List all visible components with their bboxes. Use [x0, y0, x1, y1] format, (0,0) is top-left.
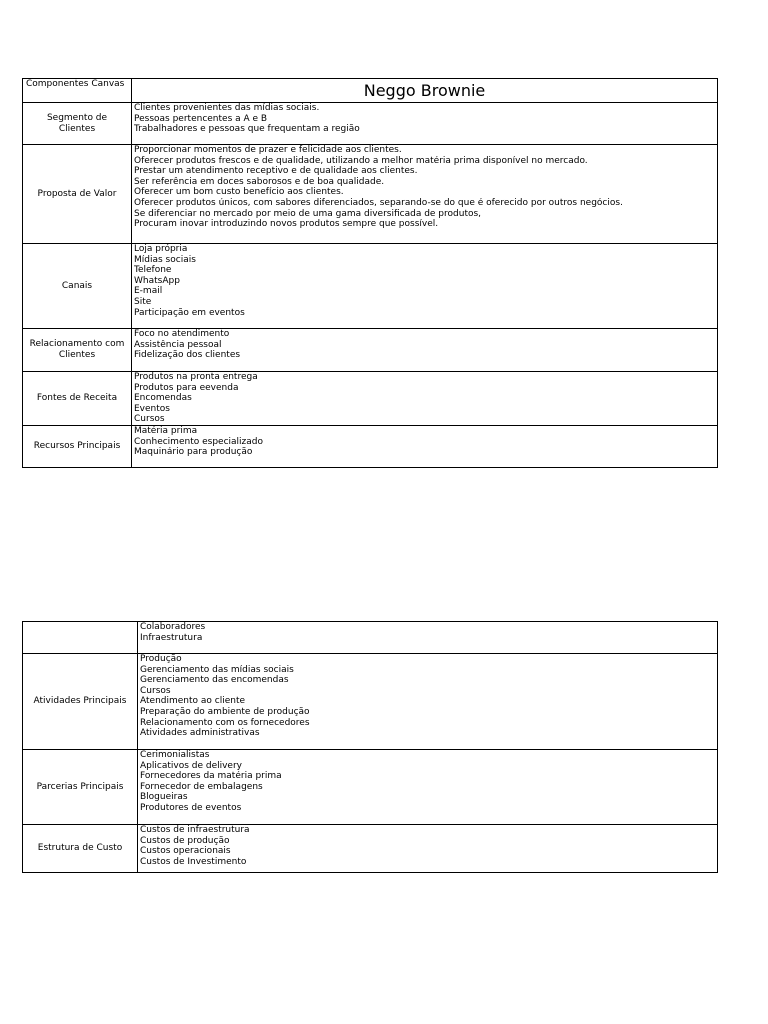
- list-item: Aplicativos de delivery: [140, 760, 242, 771]
- table-row: [23, 622, 718, 654]
- list-item: Prestar um atendimento receptivo e de qualidade aos clientes.: [134, 166, 418, 177]
- list-item: Custos de Investimento: [140, 856, 247, 867]
- list-item: Procuram inovar introduzindo novos produtos sempre que possível.: [134, 219, 439, 230]
- list-item: E-mail: [134, 286, 163, 297]
- row-label: Segmento de Clientes: [23, 103, 132, 145]
- business-model-canvas-table-continued: [22, 621, 718, 873]
- row-content: [132, 244, 718, 329]
- table-row: [23, 750, 718, 825]
- list-item: Mídias sociais: [134, 254, 196, 265]
- row-label: Proposta de Valor: [23, 145, 132, 244]
- list-item: Fornecedor de embalagens: [140, 781, 263, 792]
- row-label: Atividades Principais: [23, 654, 138, 750]
- row-label: Estrutura de Custo: [23, 825, 138, 873]
- row-label: Recursos Principais: [23, 425, 132, 467]
- header-label: Componentes Canvas: [23, 79, 132, 103]
- row-label: Relacionamento com Clientes: [23, 329, 132, 372]
- page-title: Neggo Brownie: [132, 79, 718, 103]
- list-item: Ser referência em doces saborosos e de boa qualidade.: [134, 176, 385, 187]
- header-row: [23, 79, 718, 103]
- business-model-canvas-table: [22, 78, 718, 468]
- list-item: Oferecer produtos únicos, com sabores diferenciados, separando-se do que é oferecido por outros negócios.: [134, 197, 623, 208]
- list-item: Encomendas: [134, 393, 192, 404]
- list-item: Produção: [140, 654, 182, 664]
- list-item: Produtos para eevenda: [134, 382, 239, 393]
- table-row: [23, 145, 718, 244]
- row-content: [138, 825, 718, 873]
- row-content: [132, 425, 718, 467]
- table-row: [23, 372, 718, 426]
- row-content: [132, 329, 718, 372]
- row-content: [132, 372, 718, 426]
- list-item: Cursos: [134, 414, 165, 425]
- list-item: Preparação do ambiente de produção: [140, 706, 310, 717]
- list-item: Fornecedores da matéria prima: [140, 771, 282, 782]
- list-item: Relacionamento com os fornecedores: [140, 717, 310, 728]
- row-label: Fontes de Receita: [23, 372, 132, 426]
- list-item: Custos de infraestrutura: [140, 825, 250, 835]
- list-item: Trabalhadores e pessoas que frequentam a região: [134, 124, 360, 135]
- list-item: Site: [134, 296, 152, 307]
- list-item: Conhecimento especializado: [134, 436, 263, 447]
- list-item: Colaboradores: [140, 622, 206, 632]
- list-item: Maquinário para produção: [134, 447, 253, 458]
- list-item: Oferecer um bom custo benefício aos clientes.: [134, 187, 344, 198]
- row-label: Parcerias Principais: [23, 750, 138, 825]
- table-row: [23, 329, 718, 372]
- list-item: Eventos: [134, 403, 170, 414]
- table-row: [23, 244, 718, 329]
- table-row: [23, 425, 718, 467]
- table-row: [23, 103, 718, 145]
- list-item: Atividades administrativas: [140, 728, 260, 739]
- list-item: Gerenciamento das encomendas: [140, 675, 289, 686]
- list-item: Se diferenciar no mercado por meio de uma gama diversificada de produtos,: [134, 208, 482, 219]
- list-item: Pessoas pertencentes a A e B: [134, 113, 268, 124]
- list-item: Custos de produção: [140, 835, 230, 846]
- list-item: Produtos na pronta entrega: [134, 372, 258, 382]
- list-item: Oferecer produtos frescos e de qualidade, utilizando a melhor matéria prima disponível no mercado.: [134, 155, 588, 166]
- row-content: [132, 103, 718, 145]
- row-content: [138, 654, 718, 750]
- list-item: Atendimento ao cliente: [140, 696, 246, 707]
- list-item: WhatsApp: [134, 275, 180, 286]
- list-item: Cerimonialistas: [140, 750, 210, 760]
- list-item: Infraestrutura: [140, 632, 203, 643]
- list-item: Cursos: [140, 685, 171, 696]
- list-item: Gerenciamento das mídias sociais: [140, 664, 294, 675]
- list-item: Assistência pessoal: [134, 339, 222, 350]
- row-content: [138, 750, 718, 825]
- list-item: Blogueiras: [140, 792, 188, 803]
- list-item: Proporcionar momentos de prazer e felicidade aos clientes.: [134, 145, 402, 155]
- row-label: Canais: [23, 244, 132, 329]
- table-row: [23, 825, 718, 873]
- list-item: Telefone: [134, 265, 172, 276]
- list-item: Foco no atendimento: [134, 329, 230, 339]
- row-label: [23, 622, 138, 654]
- list-item: Participação em eventos: [134, 307, 245, 318]
- row-content: [132, 145, 718, 244]
- table-row: [23, 654, 718, 750]
- list-item: Matéria prima: [134, 425, 198, 436]
- list-item: Fidelização dos clientes: [134, 350, 241, 361]
- list-item: Loja própria: [134, 244, 188, 254]
- list-item: Produtores de eventos: [140, 802, 242, 813]
- row-content: [138, 622, 718, 654]
- list-item: Custos operacionais: [140, 846, 231, 857]
- list-item: Clientes provenientes das mídias sociais.: [134, 103, 320, 113]
